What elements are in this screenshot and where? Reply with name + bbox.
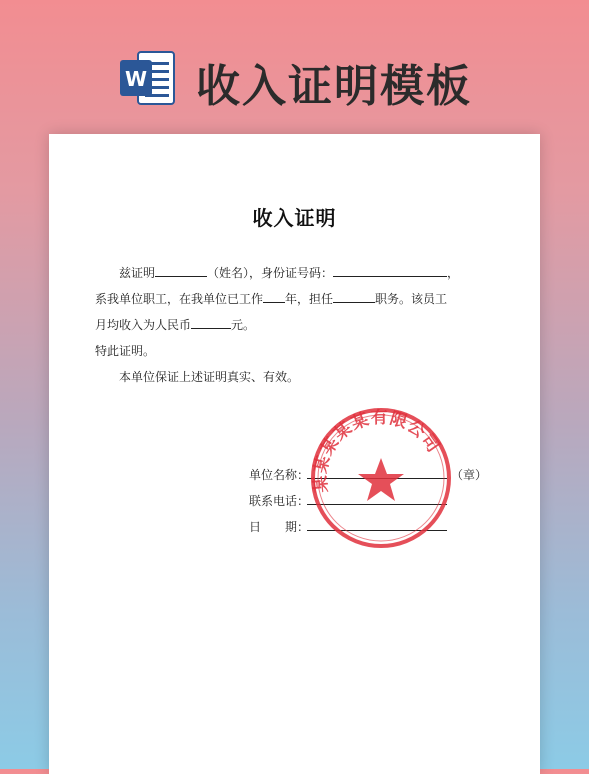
body-line-3 [95,312,505,338]
document-body [95,260,505,390]
years-blank [263,288,285,303]
line2-duty: 职务。该员工 [375,292,448,306]
income-blank [191,314,231,329]
word-icon [118,48,178,108]
line2-year: 年，担任 [285,292,334,306]
line2-prefix: 系我单位职工，在我单位已工作 [95,292,264,306]
star-icon [358,458,404,501]
document-page [49,134,540,774]
line1-prefix: 兹证明 [119,266,156,280]
page-title: 收入证明模板 [196,61,472,112]
body-line-4: 特此证明。 [95,344,156,358]
line1-end: ， [447,266,460,280]
date-label: 日 期： [249,520,310,534]
body-line-5: 本单位保证上述证明真实、有效。 [119,370,300,384]
company-suffix: （章） [451,468,488,482]
document-title: 收入证明 [252,206,337,230]
company-label: 单位名称： [249,468,310,482]
body-line-2 [95,286,505,312]
header [0,0,589,130]
line1-name-hint: （姓名），身份证号码： [207,266,334,280]
body-line-1 [95,260,505,286]
line3-prefix: 月均收入为人民币 [95,318,192,332]
company-seal [307,404,455,552]
seal-text: 某某某某某有限公司 [310,407,444,494]
line3-unit: 元。 [231,318,256,332]
id-number-blank [333,262,447,277]
phone-label: 联系电话： [249,494,310,508]
name-blank [155,262,207,277]
word-icon-letter: W [124,67,148,91]
position-blank [333,288,375,303]
